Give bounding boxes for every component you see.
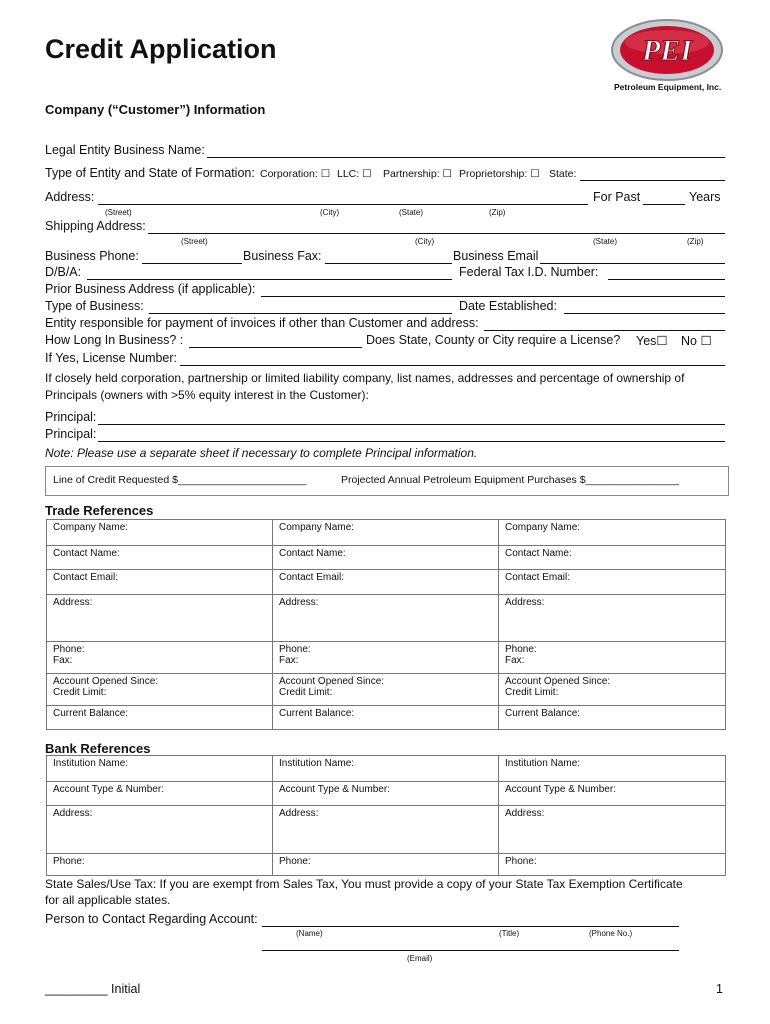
trade-fax: Fax: [505, 655, 525, 666]
trade-opened: Account Opened Since: [279, 676, 385, 687]
trade-cell[interactable]: Current Balance: [47, 706, 273, 730]
entity-responsible-field[interactable] [484, 330, 725, 331]
trade-credit-limit: Credit Limit: [505, 687, 559, 698]
projected-purchases-field[interactable]: Projected Annual Petroleum Equipment Purchases $________________ [341, 474, 679, 486]
trade-opened: Account Opened Since: [505, 676, 611, 687]
page-number: 1 [716, 982, 723, 996]
llc-checkbox[interactable]: LLC: ☐ [337, 168, 372, 180]
bank-references-table [46, 755, 726, 876]
bank-cell[interactable]: Phone: [499, 854, 726, 876]
corporation-checkbox[interactable]: Corporation: ☐ [260, 168, 331, 180]
trade-credit-limit: Credit Limit: [53, 687, 107, 698]
closely-held-line1: If closely held corporation, partnership or limited liability company, list names, addresses and percentage of ownership of [45, 371, 685, 385]
dba-label: D/B/A: [45, 265, 82, 279]
trade-fax: Fax: [53, 655, 73, 666]
principal-note: Note: Please use a separate sheet if necessary to complete Principal information. [45, 446, 478, 460]
logo-letters: PEI [641, 34, 693, 67]
shipping-label: Shipping Address: [45, 219, 146, 233]
page-title: Credit Application [45, 34, 277, 64]
years-label: Years [689, 190, 721, 204]
bank-cell[interactable]: Phone: [47, 854, 273, 876]
sales-tax-line2: for all applicable states. [45, 893, 171, 907]
bank-cell[interactable]: Institution Name: [273, 756, 499, 782]
sales-tax-line1: State Sales/Use Tax: If you are exempt from Sales Tax, You must provide a copy of your State Tax Exemption Certificate [45, 877, 683, 891]
trade-cell[interactable] [499, 642, 726, 674]
license-number-field[interactable] [180, 365, 725, 366]
partnership-checkbox[interactable]: Partnership: ☐ [383, 168, 452, 180]
entity-responsible-label: Entity responsible for payment of invoices if other than Customer and address: [45, 316, 479, 330]
principal-2-label: Principal: [45, 427, 97, 441]
trade-cell[interactable] [499, 674, 726, 706]
contact-person-field[interactable] [262, 926, 679, 927]
fax-label: Business Fax: [243, 249, 322, 263]
how-long-field[interactable] [189, 347, 362, 348]
bank-cell[interactable]: Address: [499, 806, 726, 854]
legal-name-label: Legal Entity Business Name: [45, 143, 205, 157]
trade-cell[interactable] [47, 642, 273, 674]
initial-field[interactable]: _________ Initial [45, 982, 141, 996]
trade-cell[interactable] [273, 674, 499, 706]
principal-2-field[interactable] [98, 441, 725, 442]
phone-field[interactable] [142, 263, 242, 264]
trade-cell[interactable]: Company Name: [273, 520, 499, 546]
phone-label: Business Phone: [45, 249, 139, 263]
principal-1-label: Principal: [45, 410, 97, 424]
trade-cell[interactable]: Address: [47, 595, 273, 642]
trade-cell[interactable]: Contact Name: [47, 546, 273, 570]
trade-cell[interactable] [273, 642, 499, 674]
address-city-caption: (City) [320, 208, 340, 217]
address-state-caption: (State) [399, 208, 424, 217]
trade-references-heading: Trade References [45, 503, 154, 518]
entity-type-label: Type of Entity and State of Formation: [45, 166, 255, 180]
contact-name-caption: (Name) [296, 929, 323, 938]
trade-credit-limit: Credit Limit: [279, 687, 333, 698]
how-long-label: How Long In Business? : [45, 333, 184, 347]
license-number-label: If Yes, License Number: [45, 351, 178, 365]
bank-cell[interactable]: Account Type & Number: [273, 782, 499, 806]
years-field[interactable] [643, 204, 685, 205]
bank-cell[interactable]: Address: [47, 806, 273, 854]
contact-email-field[interactable] [262, 950, 679, 951]
license-no-checkbox[interactable]: No ☐ [681, 334, 712, 348]
bank-cell[interactable]: Institution Name: [499, 756, 726, 782]
shipping-zip-caption: (Zip) [687, 237, 704, 246]
shipping-street-caption: (Street) [181, 237, 208, 246]
bank-cell[interactable]: Institution Name: [47, 756, 273, 782]
fax-field[interactable] [325, 263, 452, 264]
section-company-heading: Company (“Customer”) Information [45, 102, 266, 117]
state-label: State: [549, 168, 577, 180]
trade-cell[interactable]: Current Balance: [499, 706, 726, 730]
state-field[interactable] [580, 180, 725, 181]
tax-id-field[interactable] [608, 279, 725, 280]
contact-title-caption: (Title) [499, 929, 520, 938]
bank-cell[interactable]: Account Type & Number: [47, 782, 273, 806]
trade-cell[interactable]: Contact Email: [47, 570, 273, 595]
prior-address-field[interactable] [261, 296, 725, 297]
legal-name-field[interactable] [207, 157, 725, 158]
principal-1-field[interactable] [98, 424, 725, 425]
date-established-field[interactable] [564, 313, 725, 314]
address-label: Address: [45, 190, 95, 204]
license-yes-checkbox[interactable]: Yes☐ [636, 334, 668, 348]
trade-opened: Account Opened Since: [53, 676, 159, 687]
logo-company-name: Petroleum Equipment, Inc. [614, 82, 722, 92]
prior-address-label: Prior Business Address (if applicable): [45, 282, 256, 296]
type-business-field[interactable] [149, 313, 452, 314]
trade-cell[interactable]: Company Name: [47, 520, 273, 546]
dba-field[interactable] [87, 279, 452, 280]
trade-references-table [46, 519, 726, 730]
address-street-caption: (Street) [105, 208, 132, 217]
trade-cell[interactable] [47, 674, 273, 706]
type-business-label: Type of Business: [45, 299, 144, 313]
contact-person-label: Person to Contact Regarding Account: [45, 912, 258, 926]
contact-phone-caption: (Phone No.) [589, 929, 633, 938]
proprietorship-checkbox[interactable]: Proprietorship: ☐ [459, 168, 540, 180]
bank-cell[interactable]: Account Type & Number: [499, 782, 726, 806]
shipping-city-caption: (City) [415, 237, 435, 246]
date-established-label: Date Established: [459, 299, 557, 313]
pei-logo-emblem [610, 18, 728, 82]
email-field[interactable] [540, 263, 725, 264]
trade-cell[interactable]: Contact Email: [273, 570, 499, 595]
trade-phone: Phone: [279, 644, 311, 655]
trade-cell[interactable]: Company Name: [499, 520, 726, 546]
trade-cell[interactable]: Contact Name: [499, 546, 726, 570]
trade-fax: Fax: [279, 655, 299, 666]
shipping-field[interactable] [148, 233, 725, 234]
license-question: Does State, County or City require a License? [366, 333, 621, 347]
trade-phone: Phone: [53, 644, 85, 655]
address-field[interactable] [98, 204, 588, 205]
bank-cell[interactable]: Phone: [273, 854, 499, 876]
trade-cell[interactable]: Address: [499, 595, 726, 642]
trade-phone: Phone: [505, 644, 537, 655]
for-past-label: For Past [593, 190, 641, 204]
trade-cell[interactable]: Contact Name: [273, 546, 499, 570]
trade-cell[interactable]: Contact Email: [499, 570, 726, 595]
bank-references-heading: Bank References [45, 741, 151, 756]
email-label: Business Email [453, 249, 539, 263]
shipping-state-caption: (State) [593, 237, 618, 246]
trade-cell[interactable]: Current Balance: [273, 706, 499, 730]
line-of-credit-field[interactable]: Line of Credit Requested $______________________ [53, 474, 307, 486]
pei-logo [610, 18, 728, 94]
closely-held-line2: Principals (owners with >5% equity interest in the Customer): [45, 388, 369, 402]
tax-id-label: Federal Tax I.D. Number: [459, 265, 599, 279]
trade-cell[interactable]: Address: [273, 595, 499, 642]
bank-cell[interactable]: Address: [273, 806, 499, 854]
address-zip-caption: (Zip) [489, 208, 506, 217]
contact-email-caption: (Email) [407, 954, 433, 963]
